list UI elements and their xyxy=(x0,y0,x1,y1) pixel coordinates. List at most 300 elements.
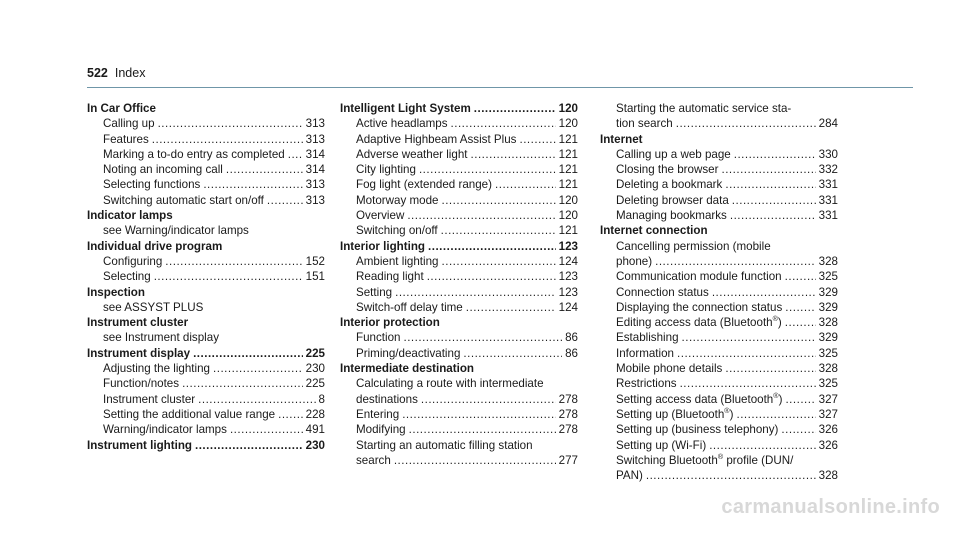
page-reference[interactable]: 121 xyxy=(558,178,578,192)
entry-line xyxy=(616,269,838,284)
entry-line xyxy=(616,361,838,376)
page-reference[interactable]: 328 xyxy=(818,362,838,376)
entry-text xyxy=(356,177,492,192)
entry-text xyxy=(103,376,179,391)
page-reference[interactable]: 123 xyxy=(558,285,578,299)
page-reference[interactable]: 314 xyxy=(305,163,325,177)
entry-text xyxy=(356,147,468,162)
entry-text xyxy=(616,116,673,131)
entry-line xyxy=(103,193,325,208)
page-reference[interactable]: 331 xyxy=(818,193,838,207)
page-reference[interactable]: 228 xyxy=(305,407,325,421)
entry-label: Setting access data (Bluetooth xyxy=(616,392,774,406)
page-reference[interactable]: 313 xyxy=(305,193,325,207)
entry-line xyxy=(616,407,838,422)
page-reference[interactable]: 327 xyxy=(818,392,838,406)
entry-text xyxy=(87,346,190,361)
page-reference[interactable]: 277 xyxy=(558,453,578,467)
index-subentry xyxy=(600,162,838,177)
entry-text: Starting an automatic filling station xyxy=(356,438,533,452)
page-reference[interactable]: 121 xyxy=(558,147,578,161)
leader-dots xyxy=(152,132,303,147)
entry-text xyxy=(356,208,404,223)
entry-label: Interior lighting xyxy=(340,239,426,253)
page-reference[interactable]: 328 xyxy=(818,316,838,330)
page-reference[interactable]: 123 xyxy=(558,239,578,253)
entry-text xyxy=(356,285,392,300)
leader-dots xyxy=(442,254,556,269)
index-subentry xyxy=(87,254,325,269)
leader-dots xyxy=(230,422,303,437)
entry-line xyxy=(340,101,578,116)
entry-text xyxy=(103,132,149,147)
entry-label: Managing bookmarks xyxy=(616,209,727,223)
entry-label: Active headlamps xyxy=(356,117,448,131)
entry-text xyxy=(616,254,652,269)
entry-label: ) xyxy=(778,392,783,406)
page-reference[interactable]: 123 xyxy=(558,270,578,284)
leader-dots xyxy=(785,300,815,315)
leader-dots xyxy=(165,254,302,269)
leader-dots xyxy=(725,361,815,376)
entry-line xyxy=(616,346,838,361)
entry-label: Closing the browser xyxy=(616,163,719,177)
leader-dots xyxy=(785,315,816,330)
entry-line xyxy=(103,132,325,147)
entry-text xyxy=(340,239,425,254)
entry-line xyxy=(356,162,578,177)
entry-line xyxy=(356,177,578,192)
entry-line xyxy=(103,116,325,131)
leader-dots xyxy=(676,116,816,131)
entry-text xyxy=(616,361,722,376)
leader-dots xyxy=(736,407,815,422)
entry-line xyxy=(616,239,838,254)
index-subentry xyxy=(340,376,578,407)
index-column-2 xyxy=(340,101,578,468)
index-subentry xyxy=(600,438,838,453)
page-reference[interactable]: 329 xyxy=(818,300,838,314)
leader-dots xyxy=(725,177,815,192)
page-reference[interactable]: 121 xyxy=(558,224,578,238)
entry-label: phone) xyxy=(616,254,653,268)
registered-mark: ® xyxy=(724,406,730,416)
entry-line xyxy=(616,285,838,300)
index-subentry xyxy=(600,300,838,315)
page-reference[interactable]: 332 xyxy=(818,163,838,177)
entry-label: Switching on/off xyxy=(356,224,438,238)
index-heading: Inspection xyxy=(87,285,145,299)
entry-line xyxy=(356,132,578,147)
index-subentry xyxy=(340,177,578,192)
entry-line xyxy=(616,468,838,483)
page-reference[interactable]: 491 xyxy=(305,423,325,437)
watermark: carmanualsonline.info xyxy=(721,496,940,518)
index-subentry xyxy=(600,315,838,330)
entry-label: Entering xyxy=(356,407,400,421)
page-reference[interactable]: 313 xyxy=(305,117,325,131)
entry-text xyxy=(356,223,438,238)
index-subentry xyxy=(340,208,578,223)
entry-label: Adjusting the lighting xyxy=(103,362,210,376)
leader-dots xyxy=(471,147,556,162)
cross-reference: see Instrument display xyxy=(103,331,219,345)
leader-dots xyxy=(677,346,816,361)
entry-line xyxy=(356,392,578,407)
leader-dots xyxy=(682,330,816,345)
index-subentry xyxy=(340,162,578,177)
page-reference[interactable]: 86 xyxy=(565,346,578,360)
page-reference[interactable]: 124 xyxy=(558,254,578,268)
index-subentry xyxy=(600,407,838,422)
leader-dots xyxy=(441,193,555,208)
entry-label: Motorway mode xyxy=(356,193,439,207)
page-reference[interactable]: 278 xyxy=(558,392,578,406)
entry-line xyxy=(103,254,325,269)
entry-line xyxy=(356,376,578,391)
page-header xyxy=(87,66,145,80)
entry-label: Setting up (Bluetooth xyxy=(616,407,725,421)
entry-label: Marking a to-do entry as completed xyxy=(103,147,285,161)
entry-line xyxy=(616,392,838,407)
index-heading xyxy=(87,438,325,453)
page-reference[interactable]: 313 xyxy=(305,132,325,146)
index-heading: Instrument cluster xyxy=(87,316,189,330)
entry-label: search xyxy=(356,453,391,467)
leader-dots xyxy=(198,392,315,407)
entry-label: destinations xyxy=(356,392,418,406)
leader-dots xyxy=(395,285,556,300)
page-reference[interactable]: 325 xyxy=(818,377,838,391)
page-reference[interactable]: 124 xyxy=(558,300,578,314)
leader-dots xyxy=(158,116,303,131)
index-column-3 xyxy=(600,101,838,483)
entry-text xyxy=(616,468,643,483)
entry-line xyxy=(103,269,325,284)
entry-text xyxy=(103,269,151,284)
index-subentry xyxy=(340,438,578,469)
index-heading: Internet xyxy=(600,132,643,146)
leader-dots xyxy=(203,177,302,192)
index-subentry xyxy=(340,193,578,208)
entry-text xyxy=(616,162,718,177)
index-column-1 xyxy=(87,101,325,453)
index-subentry xyxy=(87,392,325,407)
entry-label: Ambient lighting xyxy=(356,254,439,268)
entry-label: Adverse weather light xyxy=(356,147,468,161)
page-reference[interactable]: 278 xyxy=(558,423,578,437)
entry-line xyxy=(356,193,578,208)
entry-text xyxy=(616,315,782,330)
header-rule xyxy=(87,87,913,88)
page-reference[interactable]: 278 xyxy=(558,407,578,421)
entry-text: profile (DUN/ xyxy=(723,453,794,467)
page-reference[interactable]: 329 xyxy=(818,331,838,345)
index-subentry xyxy=(600,392,838,407)
entry-label: Intelligent Light System xyxy=(340,102,471,115)
leader-dots xyxy=(785,269,816,284)
index-heading: Intermediate destination xyxy=(340,362,474,376)
entry-line xyxy=(356,422,578,437)
leader-dots xyxy=(421,392,556,407)
leader-dots xyxy=(409,422,556,437)
registered-mark: ® xyxy=(717,451,724,461)
index-subentry xyxy=(600,269,838,284)
leader-dots xyxy=(441,223,556,238)
entry-label: Setting xyxy=(356,285,393,299)
entry-text xyxy=(616,376,677,391)
entry-label: ) xyxy=(777,316,782,330)
entry-text xyxy=(356,346,460,361)
index-subentry xyxy=(87,376,325,391)
entry-label: Setting up (business telephony) xyxy=(616,423,779,437)
page-reference[interactable]: 328 xyxy=(818,254,838,268)
page-reference[interactable]: 331 xyxy=(818,209,838,223)
entry-label: Adaptive Highbeam Assist Plus xyxy=(356,132,517,146)
leader-dots xyxy=(267,193,303,208)
index-heading: Internet connection xyxy=(600,224,708,238)
entry-label: Setting up (Wi-Fi) xyxy=(616,438,707,452)
leader-dots xyxy=(182,376,303,391)
entry-label: Deleting a bookmark xyxy=(616,178,723,192)
entry-text xyxy=(356,116,448,131)
page-reference[interactable]: 327 xyxy=(818,407,838,421)
page-reference[interactable]: 230 xyxy=(305,438,325,452)
entry-line xyxy=(356,223,578,238)
index-subentry xyxy=(87,269,325,284)
entry-label: Reading light xyxy=(356,270,424,284)
entry-line xyxy=(616,453,838,468)
entry-label: Communication module function xyxy=(616,270,782,284)
entry-line xyxy=(356,346,578,361)
page-reference[interactable]: 151 xyxy=(305,270,325,284)
index-subentry xyxy=(87,116,325,131)
entry-line xyxy=(103,392,325,407)
entry-label: Instrument display xyxy=(87,346,191,360)
entry-label: Calling up a web page xyxy=(616,147,731,161)
leader-dots xyxy=(213,361,303,376)
index-subentry xyxy=(600,177,838,192)
leader-dots xyxy=(519,132,555,147)
entry-text xyxy=(356,407,399,422)
entry-text xyxy=(103,361,210,376)
entry-line xyxy=(616,116,838,131)
entry-text xyxy=(356,453,391,468)
index-subentry xyxy=(340,300,578,315)
entry-line xyxy=(356,116,578,131)
leader-dots xyxy=(730,208,816,223)
entry-text xyxy=(103,422,227,437)
entry-line xyxy=(103,407,325,422)
page-reference[interactable]: 121 xyxy=(558,132,578,146)
entry-line xyxy=(616,162,838,177)
entry-text xyxy=(356,269,424,284)
index-heading: Interior protection xyxy=(340,316,440,330)
entry-label: Priming/deactivating xyxy=(356,346,461,360)
page-reference[interactable]: 120 xyxy=(558,117,578,131)
index-heading: In Car Office xyxy=(87,102,156,115)
entry-line xyxy=(356,208,578,223)
entry-text xyxy=(356,193,438,208)
entry-line xyxy=(103,361,325,376)
index-subentry xyxy=(600,193,838,208)
leader-dots xyxy=(463,346,562,361)
entry-label: Displaying the connection status xyxy=(616,300,783,314)
leader-dots xyxy=(732,193,816,208)
entry-text xyxy=(87,438,192,453)
leader-dots xyxy=(655,254,816,269)
entry-line xyxy=(616,376,838,391)
leader-dots xyxy=(451,116,556,131)
entry-line xyxy=(356,147,578,162)
entry-line xyxy=(356,254,578,269)
entry-text xyxy=(356,300,463,315)
page-reference[interactable]: 284 xyxy=(818,117,838,131)
entry-label: Selecting functions xyxy=(103,178,201,192)
index-heading xyxy=(340,239,578,254)
page-reference[interactable]: 325 xyxy=(818,270,838,284)
page-reference[interactable]: 152 xyxy=(305,254,325,268)
entry-text xyxy=(616,392,782,407)
page-reference[interactable]: 328 xyxy=(818,469,838,483)
entry-line xyxy=(616,193,838,208)
entry-label: Establishing xyxy=(616,331,679,345)
page-reference[interactable]: 86 xyxy=(565,331,578,345)
entry-label: Switching automatic start on/off xyxy=(103,193,264,207)
page-reference[interactable]: 329 xyxy=(818,285,838,299)
entry-label: Configuring xyxy=(103,254,163,268)
page-reference[interactable]: 8 xyxy=(318,392,325,406)
entry-label: Setting the additional value range xyxy=(103,407,276,421)
entry-line xyxy=(356,438,578,453)
entry-text xyxy=(356,132,516,147)
leader-dots xyxy=(403,330,562,345)
index-subentry xyxy=(87,361,325,376)
index-subentry xyxy=(340,223,578,238)
index-subentry xyxy=(340,285,578,300)
leader-dots xyxy=(785,392,815,407)
index-subentry xyxy=(600,208,838,223)
entry-label: Instrument lighting xyxy=(87,438,192,452)
index-subentry xyxy=(340,254,578,269)
entry-text xyxy=(103,254,162,269)
page-reference[interactable]: 330 xyxy=(818,147,838,161)
registered-mark: ® xyxy=(773,390,779,400)
entry-label: Editing access data (Bluetooth xyxy=(616,316,773,330)
entry-label: Warning/indicator lamps xyxy=(103,423,227,437)
entry-line xyxy=(356,300,578,315)
entry-label: City lighting xyxy=(356,163,416,177)
leader-dots xyxy=(734,147,816,162)
entry-text xyxy=(340,101,471,116)
entry-label: Fog light (extended range) xyxy=(356,178,492,192)
leader-dots xyxy=(193,346,303,361)
leader-dots xyxy=(288,147,303,162)
index-heading: Individual drive program xyxy=(87,239,223,253)
entry-label: Deleting browser data xyxy=(616,193,729,207)
page-reference[interactable]: 120 xyxy=(558,209,578,223)
entry-line xyxy=(616,101,838,116)
entry-line xyxy=(103,376,325,391)
entry-text xyxy=(356,330,400,345)
leader-dots xyxy=(781,422,815,437)
entry-label: Mobile phone details xyxy=(616,362,723,376)
entry-label: Information xyxy=(616,346,674,360)
entry-text xyxy=(356,162,416,177)
index-subentry xyxy=(340,269,578,284)
entry-label: Switch-off delay time xyxy=(356,300,463,314)
entry-line xyxy=(616,315,838,330)
page-reference[interactable]: 225 xyxy=(305,377,325,391)
entry-text xyxy=(616,438,706,453)
leader-dots xyxy=(394,453,556,468)
entry-line xyxy=(87,438,325,453)
page-reference[interactable]: 225 xyxy=(305,346,325,360)
entry-label: Features xyxy=(103,132,149,146)
index-heading xyxy=(340,101,578,116)
index-subentry xyxy=(600,330,838,345)
index-subentry xyxy=(600,285,838,300)
leader-dots xyxy=(278,407,303,422)
entry-text xyxy=(616,330,679,345)
entry-line xyxy=(103,177,325,192)
leader-dots xyxy=(427,269,556,284)
page-reference[interactable]: 120 xyxy=(558,193,578,207)
leader-dots xyxy=(680,376,816,391)
index-subentry xyxy=(340,116,578,131)
page-reference[interactable]: 230 xyxy=(305,362,325,376)
entry-label: tion search xyxy=(616,117,673,131)
entry-text xyxy=(103,116,155,131)
index-subentry xyxy=(87,132,325,147)
index-subentry xyxy=(340,132,578,147)
page-reference[interactable]: 325 xyxy=(818,346,838,360)
index-subentry xyxy=(600,422,838,437)
entry-text xyxy=(356,254,439,269)
entry-line xyxy=(616,208,838,223)
entry-label: ) xyxy=(729,407,734,421)
entry-line xyxy=(616,254,838,269)
index-subentry xyxy=(340,147,578,162)
page-reference[interactable]: 121 xyxy=(558,163,578,177)
index-heading xyxy=(87,346,325,361)
entry-label: Overview xyxy=(356,209,405,223)
index-subentry xyxy=(600,101,838,132)
registered-mark: ® xyxy=(772,314,778,324)
entry-label: Connection status xyxy=(616,285,709,299)
leader-dots xyxy=(195,438,303,453)
page-reference[interactable]: 314 xyxy=(305,147,325,161)
cross-reference: see Warning/indicator lamps xyxy=(103,224,249,238)
entry-line xyxy=(616,438,838,453)
page-reference[interactable]: 326 xyxy=(818,423,838,437)
entry-line xyxy=(103,162,325,177)
page-reference[interactable]: 313 xyxy=(305,178,325,192)
index-subentry xyxy=(600,376,838,391)
entry-label: Function xyxy=(356,331,401,345)
entry-line xyxy=(616,147,838,162)
page-reference[interactable]: 331 xyxy=(818,178,838,192)
page-reference[interactable]: 326 xyxy=(818,438,838,452)
entry-line xyxy=(616,330,838,345)
index-subentry xyxy=(87,193,325,208)
section-title: Index xyxy=(114,66,146,80)
entry-text: Switching Bluetooth xyxy=(616,453,718,467)
entry-text: Starting the automatic service sta- xyxy=(616,102,792,115)
entry-text xyxy=(616,193,729,208)
page-reference[interactable]: 120 xyxy=(558,102,578,115)
index-subentry xyxy=(600,239,838,270)
